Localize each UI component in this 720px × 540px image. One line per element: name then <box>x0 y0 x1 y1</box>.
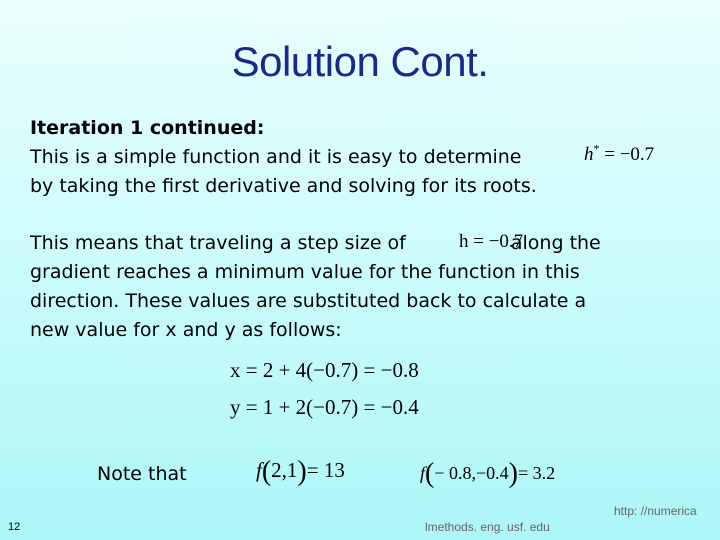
paragraph-1 <box>30 114 670 201</box>
footer-url-part-1[interactable]: http: //numerica <box>614 504 697 518</box>
slide-number: 12 <box>8 521 21 533</box>
paragraph-2-line-2: gradient reaches a minimum value for the function in this <box>30 261 580 283</box>
f-updated-equation: f(− 0.8,−0.4)= 3.2 <box>420 458 556 489</box>
paragraph-1-line-1: This is a simple function and it is easy to determine <box>30 146 522 168</box>
paragraph-2-line-3: direction. These values are substituted back to calculate a <box>30 290 587 312</box>
iteration-heading: Iteration 1 continued: <box>30 117 265 139</box>
paragraph-2 <box>30 229 670 345</box>
footer-url-part-2[interactable]: lmethods. eng. usf. edu <box>425 520 550 534</box>
paragraph-2-line-4: new value for x and y as follows: <box>30 319 342 341</box>
paragraph-2-line-1: This means that traveling a step size of along the <box>30 232 601 254</box>
h-star-equation: h* = −0.7 <box>584 141 655 165</box>
f-initial-equation: f(2,1)= 13 <box>256 456 345 487</box>
x-update-equation: x = 2 + 4(−0.7) = −0.8 <box>230 358 419 382</box>
step-size-equation: h = −0.7 <box>459 231 524 252</box>
y-update-equation: y = 1 + 2(−0.7) = −0.4 <box>230 395 419 419</box>
note-label: Note that <box>97 463 187 485</box>
slide-title: Solution Cont. <box>231 38 489 85</box>
paragraph-1-line-2: by taking the first derivative and solving for its roots. <box>30 175 537 197</box>
